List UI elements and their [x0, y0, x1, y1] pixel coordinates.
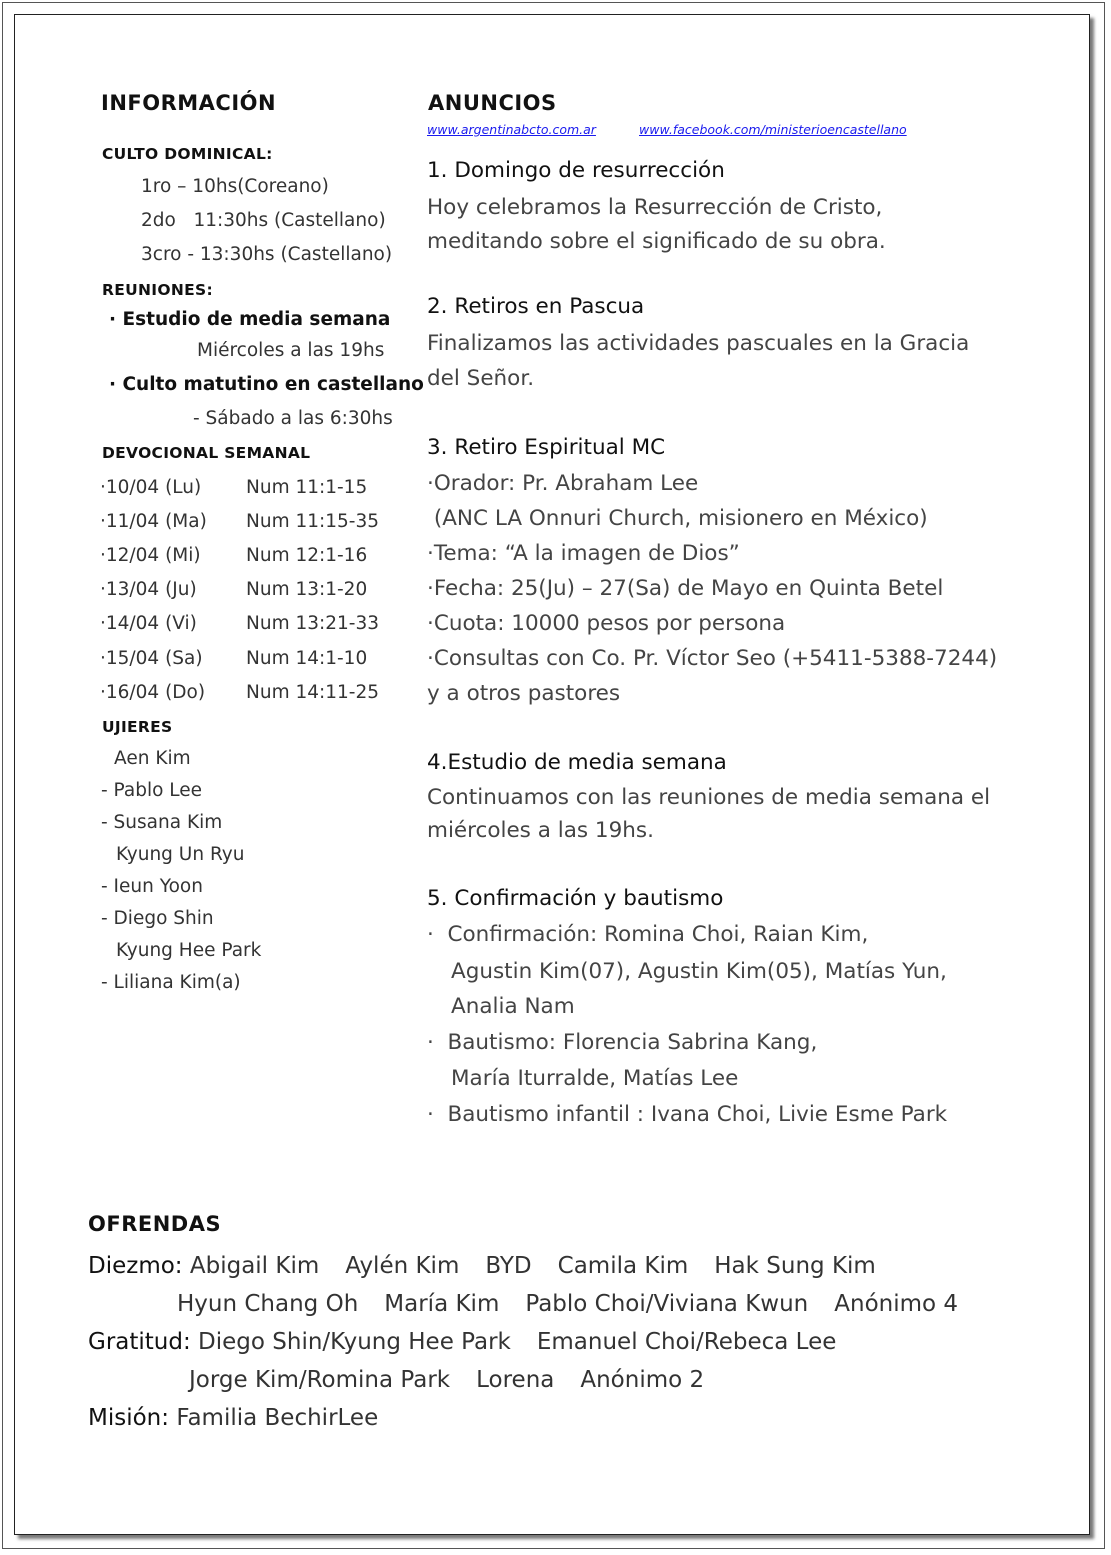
culto-item: 3cro - 13:30hs (Castellano): [141, 244, 393, 265]
ujier-name: Aen Kim: [114, 748, 191, 769]
anuncios-title: ANUNCIOS: [428, 91, 557, 115]
announcement-line: Agustin Kim(07), Agustin Kim(05), Matías Yun,: [451, 959, 947, 984]
reunion-detail: - Sábado a las 6:30hs: [193, 408, 393, 429]
gratitud-label: Gratitud:: [88, 1329, 191, 1355]
donor-name: Hak Sung Kim: [714, 1253, 876, 1279]
announcement-line: ·Consultas con Co. Pr. Víctor Seo (+5411-5388-7244): [427, 646, 998, 671]
gratitud-line: [88, 1329, 836, 1355]
announcement-line: · Bautismo: Florencia Sabrina Kang,: [427, 1030, 818, 1055]
devocional-date: ·12/04 (Mi): [100, 545, 201, 566]
donor-name: Lorena: [476, 1367, 555, 1393]
devocional-reading: Num 13:21-33: [246, 613, 379, 634]
announcement-line: Finalizamos las actividades pascuales en la Gracia: [427, 331, 970, 356]
announcement-line: ·Cuota: 10000 pesos por persona: [427, 611, 786, 636]
ujier-name: Kyung Hee Park: [116, 940, 262, 961]
ujier-name: - Pablo Lee: [101, 780, 203, 801]
announcement-title: 1. Domingo de resurrección: [427, 158, 725, 183]
culto-heading: CULTO DOMINICAL:: [102, 145, 273, 163]
devocional-date: ·14/04 (Vi): [100, 613, 197, 634]
announcement-title: 2. Retiros en Pascua: [427, 294, 645, 319]
devocional-reading: Num 12:1-16: [246, 545, 368, 566]
diezmo-line: [177, 1291, 958, 1317]
announcement-line: (ANC LA Onnuri Church, misionero en México): [427, 506, 928, 531]
devocional-reading: Num 11:1-15: [246, 477, 368, 498]
announcement-title: 5. Confirmación y bautismo: [427, 886, 724, 911]
diezmo-line: [88, 1253, 876, 1279]
website-link[interactable]: www.argentinabcto.com.ar: [427, 122, 596, 137]
reuniones-heading: REUNIONES:: [102, 281, 213, 299]
culto-item: 2do 11:30hs (Castellano): [141, 210, 386, 231]
ujier-name: - Liliana Kim(a): [101, 972, 241, 993]
devocional-date: ·11/04 (Ma): [100, 511, 207, 532]
ofrendas-title: OFRENDAS: [88, 1212, 222, 1236]
mision-label: Misión:: [88, 1405, 170, 1431]
culto-item: 1ro – 10hs(Coreano): [141, 176, 329, 197]
announcement-line: y a otros pastores: [427, 681, 621, 706]
announcement-title: 3. Retiro Espiritual MC: [427, 435, 666, 460]
announcement-line: ·Fecha: 25(Ju) – 27(Sa) de Mayo en Quinta Betel: [427, 576, 944, 601]
facebook-link[interactable]: www.facebook.com/ministerioencastellano: [639, 122, 907, 137]
announcement-line: ·Orador: Pr. Abraham Lee: [427, 471, 699, 496]
announcement-line: Analia Nam: [451, 994, 575, 1019]
reunion-detail: Miércoles a las 19hs: [197, 340, 385, 361]
donor-name: Familia BechirLee: [176, 1405, 379, 1431]
ujier-name: Kyung Un Ryu: [116, 844, 245, 865]
ujieres-heading: UJIERES: [102, 718, 173, 736]
reunion-title: · Culto matutino en castellano: [109, 374, 424, 395]
devocional-date: ·16/04 (Do): [100, 682, 206, 703]
ujier-name: - Susana Kim: [101, 812, 223, 833]
donor-name: Camila Kim: [557, 1253, 689, 1279]
devocional-reading: Num 11:15-35: [246, 511, 379, 532]
donor-name: Emanuel Choi/Rebeca Lee: [536, 1329, 837, 1355]
devocional-reading: Num 14:11-25: [246, 682, 379, 703]
announcement-line: María Iturralde, Matías Lee: [451, 1066, 739, 1091]
announcement-line: del Señor.: [427, 366, 535, 391]
devocional-date: ·13/04 (Ju): [100, 579, 197, 600]
announcement-line: · Confirmación: Romina Choi, Raian Kim,: [427, 922, 869, 947]
donor-name: Aylén Kim: [345, 1253, 460, 1279]
donor-name: Abigail Kim: [189, 1253, 320, 1279]
ujier-name: - Diego Shin: [101, 908, 214, 929]
donor-name: Anónimo 2: [580, 1367, 705, 1393]
donor-name: Pablo Choi/Viviana Kwun: [525, 1291, 809, 1317]
donor-name: Jorge Kim/Romina Park: [189, 1367, 451, 1393]
devocional-date: ·15/04 (Sa): [100, 648, 203, 669]
devocional-reading: Num 14:1-10: [246, 648, 368, 669]
diezmo-label: Diezmo:: [88, 1253, 183, 1279]
devocional-reading: Num 13:1-20: [246, 579, 368, 600]
announcement-line: · Bautismo infantil : Ivana Choi, Livie Esme Park: [427, 1102, 948, 1127]
announcement-line: Continuamos con las reuniones de media semana el: [427, 785, 991, 810]
donor-name: María Kim: [384, 1291, 500, 1317]
devocional-date: ·10/04 (Lu): [100, 477, 202, 498]
donor-name: BYD: [485, 1253, 532, 1279]
announcement-line: miércoles a las 19hs.: [427, 818, 654, 843]
mision-line: [88, 1405, 378, 1431]
donor-name: Diego Shin/Kyung Hee Park: [198, 1329, 511, 1355]
announcement-line: meditando sobre el significado de su obra.: [427, 229, 886, 254]
donor-name: Anónimo 4: [834, 1291, 959, 1317]
devocional-heading: DEVOCIONAL SEMANAL: [102, 444, 311, 462]
announcement-line: ·Tema: “A la imagen de Dios”: [427, 541, 740, 566]
info-title: INFORMACIÓN: [101, 91, 277, 115]
donor-name: Hyun Chang Oh: [177, 1291, 359, 1317]
gratitud-line: [189, 1367, 704, 1393]
announcement-line: Hoy celebramos la Resurrección de Cristo,: [427, 195, 883, 220]
reunion-title: · Estudio de media semana: [109, 309, 391, 330]
ujier-name: - Ieun Yoon: [101, 876, 203, 897]
announcement-title: 4.Estudio de media semana: [427, 750, 727, 775]
